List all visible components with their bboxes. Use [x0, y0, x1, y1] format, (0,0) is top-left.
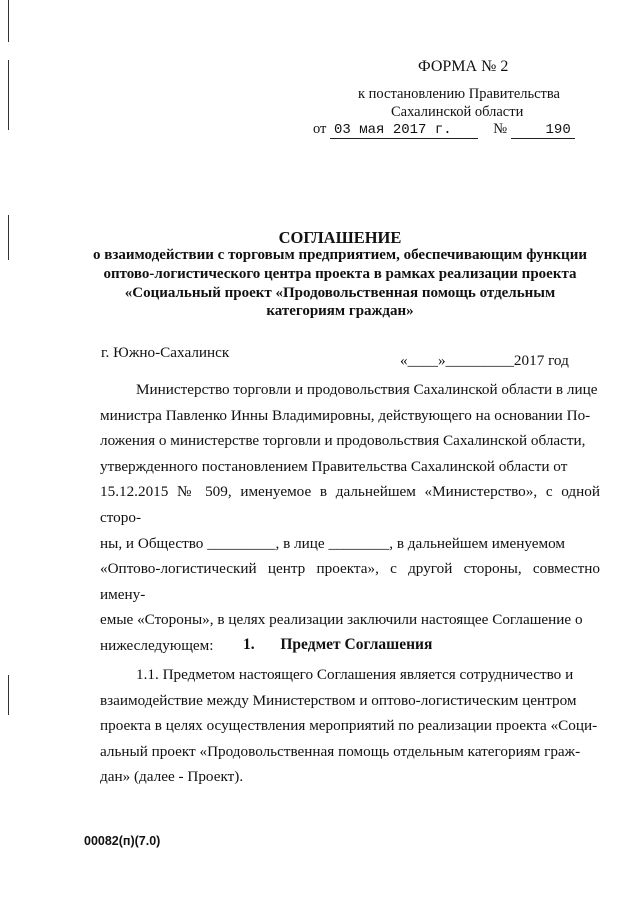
section-line: дан» (далее - Проект). — [100, 768, 244, 786]
form-decree-line: к постановлению Правительства — [358, 86, 560, 102]
intro-line: утвержденного постановлением Правительства Сахалинской области от — [100, 457, 568, 475]
intro-line: ложения о министерстве торговли и продовольствия Сахалинской области, — [100, 432, 586, 450]
form-region-line: Сахалинской области — [391, 104, 524, 120]
agreement-subtitle-line: о взаимодействии с торговым предприятием, обеспечивающим функции — [93, 247, 587, 263]
section-line: альный проект «Продовольственная помощь отдельным категориям граж- — [100, 742, 581, 760]
form-date-row — [313, 121, 575, 139]
intro-line: емые «Стороны», в целях реализации заключили настоящее Соглашение о — [100, 611, 583, 629]
agreement-subtitle-line: «Социальный проект «Продовольственная помощь отдельным — [124, 285, 556, 301]
intro-line: министра Павленко Инны Владимировны, действующего на основании По- — [100, 406, 591, 424]
margin-line — [8, 0, 9, 42]
city-label: г. Южно-Сахалинск — [101, 344, 230, 361]
margin-line — [8, 60, 9, 130]
intro-line: ны, и Общество _________, в лице ________, в дальнейшем именуемом — [100, 534, 565, 552]
agreement-subtitle-line: оптово-логистического центра проекта в рамках реализации проекта — [103, 266, 577, 282]
form-title: ФОРМА № 2 — [418, 58, 509, 75]
intro-line: 15.12.2015 № 509, именуемое в дальнейшем «Министерство», с одной сторо- — [100, 483, 600, 526]
section-number: 1. — [243, 636, 255, 653]
section-paragraph — [100, 662, 600, 790]
section-title: Предмет Соглашения — [280, 636, 433, 653]
agreement-title: СОГЛАШЕНИЕ — [278, 228, 402, 247]
form-number-value: 190 — [511, 122, 575, 139]
agreement-subtitle-line: категориям граждан» — [266, 303, 414, 319]
intro-line: Министерство торговли и продовольствия Сахалинской области в лице — [136, 381, 598, 398]
form-date-label: от — [313, 121, 327, 137]
intro-paragraph — [100, 377, 600, 659]
section-heading — [243, 636, 432, 654]
section-line: проекта в целях осуществления мероприятий по реализации проекта «Соци- — [100, 717, 598, 735]
intro-line: «Оптово-логистический центр проекта», с другой стороны, совместно имену- — [100, 560, 600, 603]
intro-line: нижеследующем: — [100, 636, 214, 654]
document-code: 00082(п)(7.0) — [84, 834, 161, 848]
section-line: 1.1. Предметом настоящего Соглашения является сотрудничество и — [136, 666, 574, 683]
section-line: взаимодействие между Министерством и оптово-логистическим центром — [100, 691, 577, 709]
form-number-label: № — [493, 121, 508, 137]
form-date-value: 03 мая 2017 г. — [330, 122, 478, 139]
margin-line — [8, 675, 9, 715]
agreement-date-blank: «____»_________2017 год — [400, 352, 569, 369]
